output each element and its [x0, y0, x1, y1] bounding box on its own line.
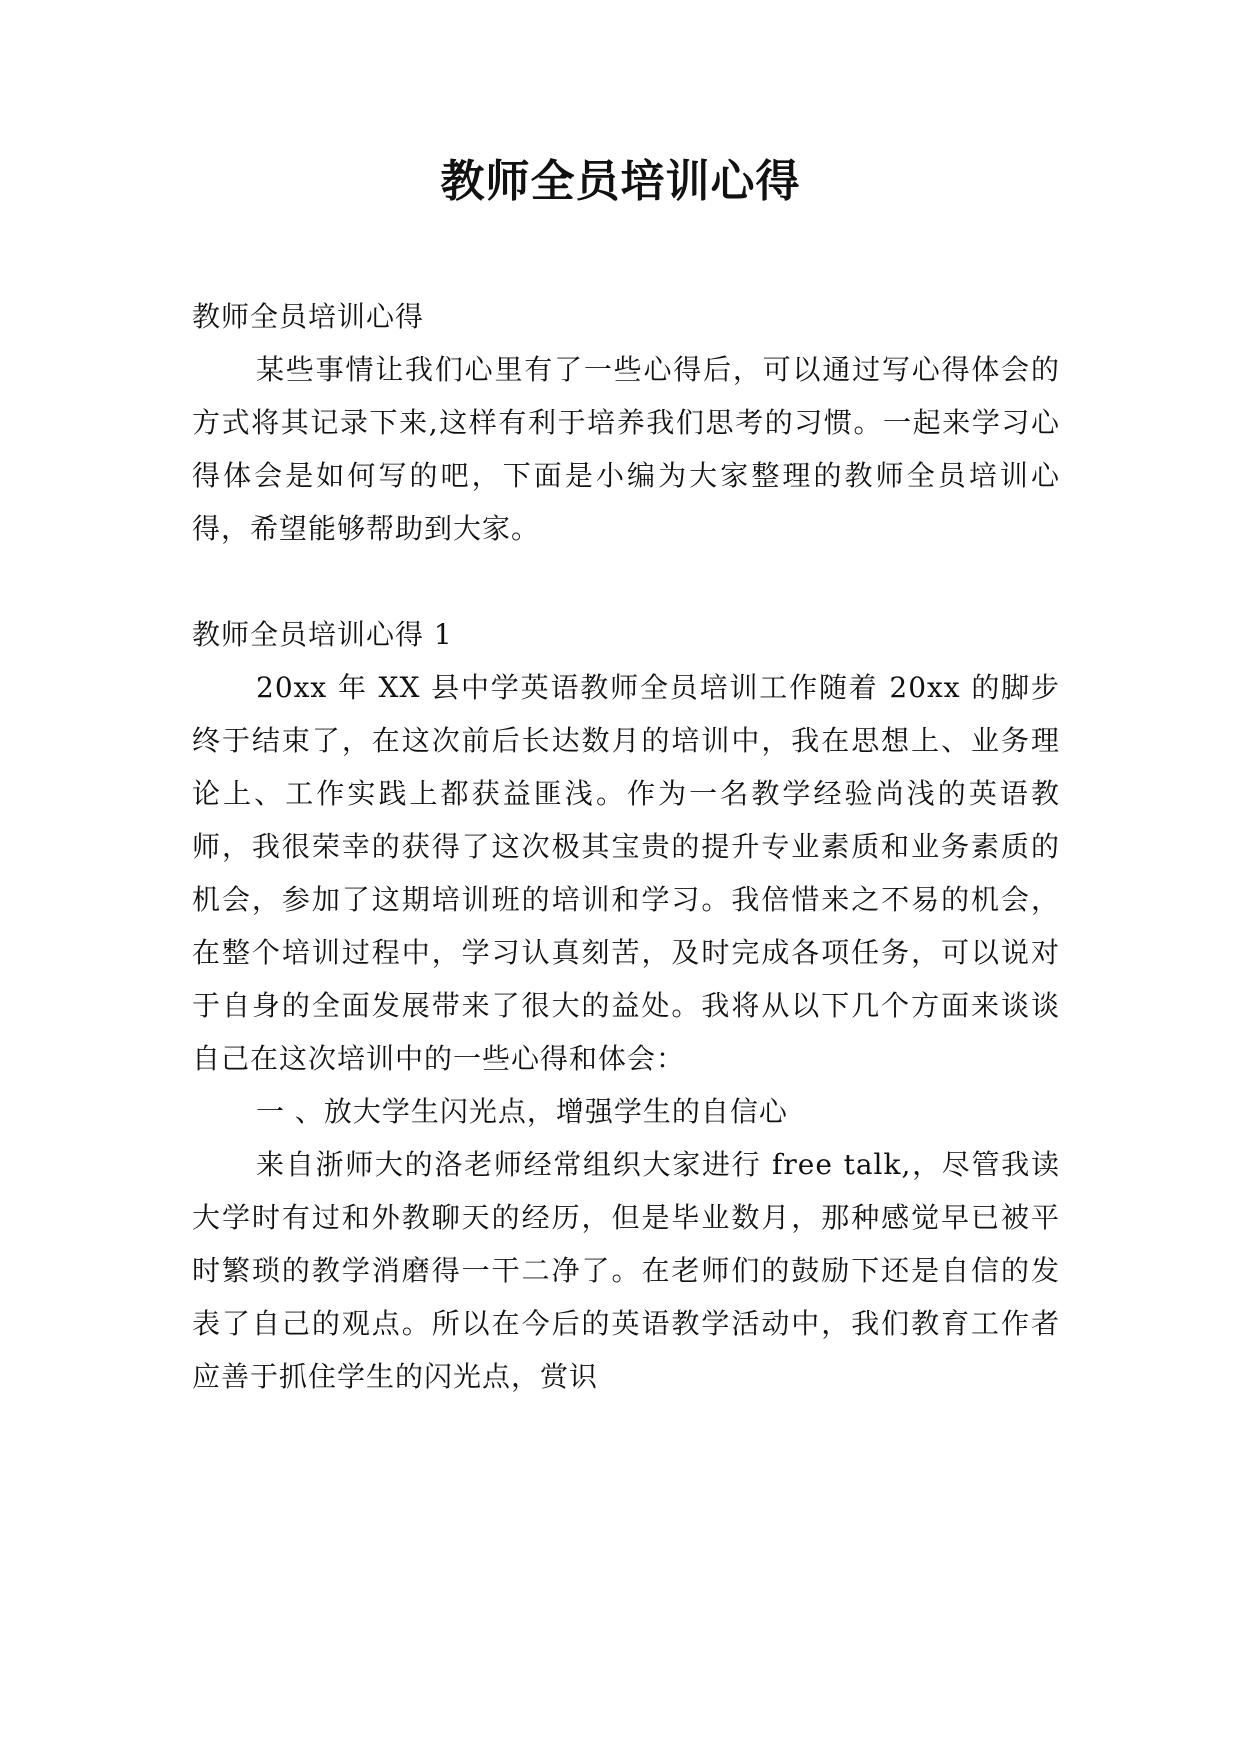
intro-paragraph: 某些事情让我们心里有了一些心得后，可以通过写心得体会的方式将其记录下来,这样有利于培养我们思考的习惯。一起来学习心得体会是如何写的吧，下面是小编为大家整理的教师全员培训心得，希望能够帮助到大家。 [192, 353, 1060, 545]
point-paragraph: 来自浙师大的洛老师经常组织大家进行 free talk,，尽管我读大学时有过和外教聊天的经历，但是毕业数月，那种感觉早已被平时繁琐的教学消磨得一干二净了。在老师们的鼓励下还是自信的发表了自己的观点。所以在今后的英语教学活动中，我们教育工作者应善于抓住学生的闪光点，赏识 [192, 1148, 1060, 1393]
document-title: 教师全员培训心得 [440, 156, 801, 207]
section-heading: 教师全员培训心得 1 [192, 618, 453, 651]
point-heading: 一 、放大学生闪光点，增强学生的自信心 [256, 1095, 788, 1128]
document-subtitle: 教师全员培训心得 [192, 300, 425, 333]
paragraph-spacer [192, 555, 1060, 608]
section-paragraph: 20xx 年 XX 县中学英语教师全员培训工作随着 20xx 的脚步终于结束了，在这次前后长达数月的培训中，我在思想上、业务理论上、工作实践上都获益匪浅。作为一名教学经验尚浅的英语教师，我很荣幸的获得了这次极其宝贵的提升专业素质和业务素质的机会，参加了这期培训班的培训和学习。我倍惜来之不易的机会，在整个培训过程中，学习认真刻苦，及时完成各项任务，可以说对于自身的全面发展带来了很大的益处。我将从以下几个方面来谈谈自己在这次培训中的一些心得和体会： [192, 671, 1060, 1075]
document-body [192, 290, 1060, 1403]
